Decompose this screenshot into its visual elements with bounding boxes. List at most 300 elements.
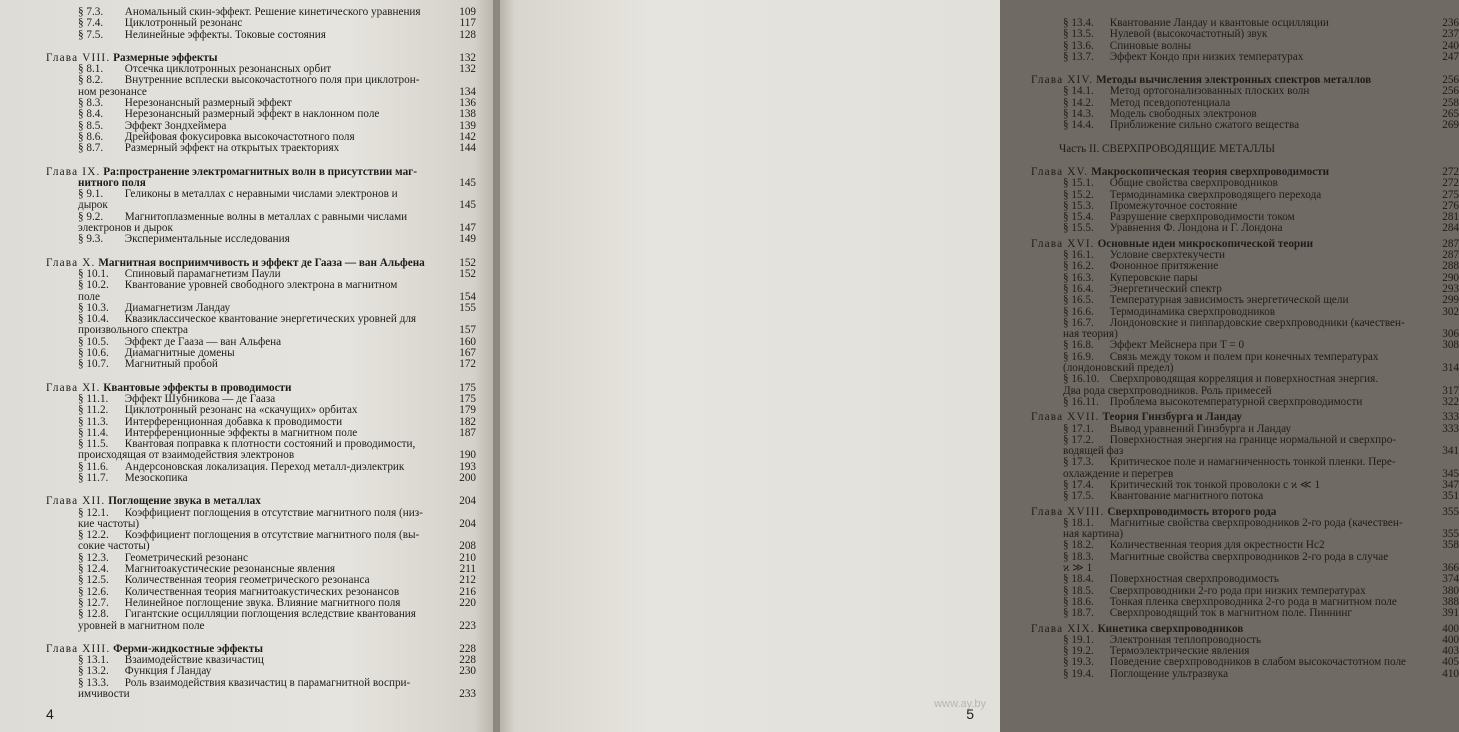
page-ref: 211	[459, 563, 476, 576]
entry-title: Поверхностная сверхпроводимость	[1109, 573, 1280, 586]
entry-title: Промежуточное состояние	[1109, 199, 1238, 212]
entry-title: Вывод уравнений Гинзбурга и Ландау	[1109, 422, 1292, 435]
page-ref: 233	[459, 688, 476, 701]
left-page	[0, 0, 494, 732]
chapter-label: Глава XIX.	[1031, 622, 1095, 635]
toc-entry	[1031, 491, 1459, 502]
page-ref: 240	[1442, 39, 1459, 52]
section-number: § 11.4.	[78, 426, 109, 439]
page-ref: 138	[459, 108, 476, 121]
page-ref: 220	[459, 596, 476, 609]
section-number: § 12.2.	[78, 529, 109, 542]
page-ref: 172	[459, 358, 476, 371]
chapter-title: Сверхпроводимость второго рода	[1107, 505, 1277, 518]
toc-entry	[1031, 190, 1459, 201]
entry-title: Температурная зависимость энергетической щели	[1109, 294, 1349, 307]
chapter-title: Магнитная восприимчивость и эффект де Гааза — ван Альфена	[98, 256, 425, 269]
entry-title: ная картина)	[1063, 528, 1124, 541]
chapter-label: Глава XV.	[1031, 165, 1089, 178]
page-ref: 179	[459, 404, 476, 417]
chapter-label: Глава XIV.	[1031, 74, 1094, 87]
page-ref: 403	[1442, 645, 1459, 658]
entry-title: Магнитный пробой	[124, 358, 218, 371]
page-ref: 230	[459, 665, 476, 678]
page-ref: 147	[459, 222, 476, 235]
entry-title: Количественная теория магнитоакустических резонансов	[124, 585, 400, 598]
page-ref: 284	[1442, 222, 1459, 235]
entry-title: Магнитоакустические резонансные явления	[124, 563, 336, 576]
entry-title: ная теория)	[1063, 328, 1118, 341]
toc-entry	[46, 462, 476, 473]
entry-title: Эффект Шубникова — де Гааза	[124, 392, 276, 405]
toc-entry	[1031, 223, 1459, 234]
chapter-label: Глава XVI.	[1031, 237, 1095, 250]
page-ref: 333	[1442, 411, 1459, 424]
entry-title: Геометрический резонанс	[124, 551, 249, 564]
section-number: § 19.4.	[1063, 667, 1094, 680]
section-number: § 12.7.	[78, 596, 109, 609]
section-number: § 9.3.	[78, 233, 104, 246]
entry-title: Интерференционные эффекты в магнитном поле	[124, 426, 358, 439]
entry-title: ϰ ≫ 1	[1063, 562, 1093, 575]
entry-title: Спиновый парамагнетизм Паули	[124, 267, 281, 280]
page-ref: 333	[1442, 422, 1459, 435]
section-number: § 18.7.	[1063, 607, 1094, 620]
section-number: § 12.1.	[78, 506, 109, 519]
toc-entry	[46, 337, 476, 348]
section-number: § 18.2.	[1063, 539, 1094, 552]
section-number: § 16.9.	[1063, 350, 1094, 363]
entry-title: Количественная теория для окрестности Hc2	[1109, 539, 1325, 552]
entry-title: Циклотронный резонанс	[124, 17, 243, 30]
toc-entry	[46, 109, 476, 120]
page-ref: 281	[1442, 211, 1459, 224]
section-number: § 13.2.	[78, 665, 109, 678]
toc-entry	[1031, 29, 1459, 40]
section-number: § 17.3.	[1063, 456, 1094, 469]
section-number: § 18.4.	[1063, 573, 1094, 586]
section-number: § 12.5.	[78, 574, 109, 587]
section-number: § 13.1.	[78, 654, 109, 667]
toc-entry	[1031, 250, 1459, 261]
entry-title: Фононное притяжение	[1109, 260, 1219, 273]
section-number: § 16.10.	[1063, 373, 1100, 386]
part-heading	[1031, 144, 1459, 155]
section-number: § 10.4.	[78, 313, 109, 326]
entry-title: Лондоновские и пиппардовские сверхпроводники (качествен-	[1109, 316, 1405, 329]
entry-title: Размерный эффект на открытых траекториях	[124, 142, 340, 155]
page-ref: 139	[459, 119, 476, 132]
entry-title: Термоэлектрические явления	[1109, 645, 1250, 658]
section-number: § 12.3.	[78, 551, 109, 564]
section-number: § 13.5.	[1063, 28, 1094, 41]
section-number: § 14.4.	[1063, 119, 1094, 132]
entry-title: Квантование Ландау и квантовые осцилляции	[1109, 17, 1329, 29]
section-number: § 10.7.	[78, 358, 109, 371]
page-ref: 302	[1442, 305, 1459, 318]
section-number: § 14.1.	[1063, 85, 1094, 98]
entry-title: Эффект Зондхеймера	[124, 119, 227, 132]
page-ref: 341	[1442, 445, 1459, 458]
section-number: § 19.1.	[1063, 633, 1094, 646]
toc-entry	[1031, 657, 1459, 668]
page-ref: 308	[1442, 339, 1459, 352]
page-ref: 145	[459, 176, 476, 189]
page-ref: 210	[459, 551, 476, 564]
toc-entry	[46, 473, 476, 484]
entry-title: Нулевой (высокочастотный) звук	[1109, 28, 1268, 41]
entry-title: Модель свободных электронов	[1109, 108, 1257, 121]
page-ref: 136	[459, 97, 476, 110]
page-ref: 306	[1442, 328, 1459, 341]
page-ref: 380	[1442, 584, 1459, 597]
chapter-label: Глава XIII.	[46, 642, 111, 655]
section-number: § 17.4.	[1063, 478, 1094, 491]
section-number: § 15.1.	[1063, 177, 1094, 190]
section-number: § 13.4.	[1063, 17, 1094, 29]
page-ref: 109	[459, 6, 476, 18]
chapter-label: Глава X.	[46, 256, 96, 269]
entry-title: Андерсоновская локализация. Переход металл-диэлектрик	[124, 460, 405, 473]
part-title: Часть II. СВЕРХПРОВОДЯЩИЕ МЕТАЛЛЫ	[1059, 142, 1275, 155]
page-ref: 237	[1442, 28, 1459, 41]
page-number-left: 4	[46, 706, 54, 722]
page-ref: 167	[459, 347, 476, 360]
entry-title: электронов и дырок	[78, 222, 173, 235]
entry-title: Интерференционная добавка к проводимости	[124, 415, 343, 428]
page-ref: 351	[1442, 490, 1459, 503]
entry-title: Гигантские осцилляции поглощения вследствие квантования	[124, 608, 416, 621]
entry-title: Поведение сверхпроводников в слабом высокочастотном поле	[1109, 656, 1407, 669]
page-ref: 288	[1442, 260, 1459, 273]
entry-title: нитного поля	[78, 176, 146, 189]
entry-title: Магнитные свойства сверхпроводников 2-го рода (качествен-	[1109, 516, 1403, 529]
entry-title: Нерезонансный размерный эффект	[124, 97, 292, 110]
entry-title: Эффект де Гааза — ван Альфена	[124, 335, 282, 348]
entry-title: Два рода сверхпроводников. Роль примесей	[1063, 384, 1272, 397]
section-number: § 11.6.	[78, 460, 109, 473]
section-number: § 8.5.	[78, 119, 104, 132]
page-ref: 144	[459, 142, 476, 155]
entry-title: Критическое поле и намагниченность тонкой пленки. Пере-	[1109, 456, 1396, 469]
entry-title: Критический ток тонкой проволоки с ϰ ≪ 1	[1109, 478, 1321, 491]
page-ref: 154	[459, 290, 476, 303]
entry-title: Спиновые волны	[1109, 39, 1192, 52]
right-page	[500, 0, 1459, 732]
entry-title: Роль взаимодействия квазичастиц в парамагнитной воспри-	[124, 676, 411, 689]
page-ref: 200	[459, 471, 476, 484]
section-number: § 8.1.	[78, 63, 104, 76]
toc-left	[46, 7, 476, 700]
page-ref: 275	[1442, 188, 1459, 201]
section-number: § 18.6.	[1063, 595, 1094, 608]
page-ref: 317	[1442, 384, 1459, 397]
chapter-title: Ра:пространение электромагнитных волн в присутствии маг-	[103, 165, 417, 178]
entry-title: Общие свойства сверхпроводников	[1109, 177, 1278, 190]
toc-entry	[1031, 397, 1459, 408]
entry-title: Диамагнитные домены	[124, 347, 235, 360]
entry-title: кие частоты)	[78, 517, 140, 530]
page-ref: 208	[459, 540, 476, 553]
section-number: § 16.11.	[1063, 395, 1099, 408]
section-number: § 10.6.	[78, 347, 109, 360]
entry-title: Термодинамика сверхпроводящего перехода	[1109, 188, 1322, 201]
toc-entry	[1031, 273, 1459, 284]
page-ref: 204	[459, 517, 476, 530]
page-ref: 236	[1442, 17, 1459, 29]
section-number: § 11.2.	[78, 404, 109, 417]
page-ref: 347	[1442, 478, 1459, 491]
section-number: § 10.5.	[78, 335, 109, 348]
section-number: § 17.2.	[1063, 433, 1094, 446]
page-ref: 276	[1442, 199, 1459, 212]
entry-title: Коэффициент поглощения в отсутствие магнитного поля (вы-	[124, 529, 420, 542]
watermark: www.ay.by	[934, 698, 986, 710]
chapter-title: Поглощение звука в металлах	[108, 495, 261, 508]
entry-title: Аномальный скин-эффект. Решение кинетического уравнения	[124, 6, 421, 18]
page-ref: 258	[1442, 96, 1459, 109]
chapter-title: Методы вычисления электронных спектров металлов	[1096, 74, 1372, 87]
entry-title: ном резонансе	[78, 85, 147, 98]
entry-title: Нелинейные эффекты. Токовые состояния	[124, 28, 326, 41]
entry-title: Приближение сильно сжатого вещества	[1109, 119, 1300, 132]
toc-entry	[46, 655, 476, 666]
entry-title: Квантование магнитного потока	[1109, 490, 1264, 503]
entry-title: Взаимодействие квазичастиц	[124, 654, 264, 667]
toc-entry	[1031, 261, 1459, 272]
chapter-title: Размерные эффекты	[113, 51, 218, 64]
entry-title: Дрейфовая фокусировка высокочастотного поля	[124, 130, 355, 143]
section-number: § 17.5.	[1063, 490, 1094, 503]
page-ref: 142	[459, 130, 476, 143]
toc-entry	[46, 7, 476, 18]
page-ref: 134	[459, 85, 476, 98]
page-ref: 149	[459, 233, 476, 246]
entry-title: сокие частоты)	[78, 540, 150, 553]
page-ref: 299	[1442, 294, 1459, 307]
page-ref: 247	[1442, 50, 1459, 63]
page-ref: 293	[1442, 282, 1459, 295]
entry-continuation	[1031, 329, 1459, 340]
entry-title: Разрушение сверхпроводимости током	[1109, 211, 1295, 224]
chapter-title: Теория Гинзбурга и Ландау	[1102, 411, 1243, 424]
section-number: § 16.5.	[1063, 294, 1094, 307]
section-number: § 19.3.	[1063, 656, 1094, 669]
entry-title: охлаждение и перегрев	[1063, 467, 1174, 480]
chapter-title: Ферми-жидкостные эффекты	[113, 642, 263, 655]
entry-title: Функция f Ландау	[124, 665, 212, 678]
page-ref: 366	[1442, 562, 1459, 575]
toc-entry	[46, 189, 476, 200]
section-number: § 16.2.	[1063, 260, 1094, 273]
page-ref: 228	[459, 654, 476, 667]
entry-title: Термодинамика сверхпроводников	[1109, 305, 1276, 318]
section-number: § 11.5.	[78, 438, 109, 451]
entry-title: Диамагнетизм Ландау	[124, 301, 231, 314]
section-number: § 15.3.	[1063, 199, 1094, 212]
entry-title: Магнитоплазменные волны в металлах с равными числами	[124, 210, 408, 223]
entry-title: Сверхпроводящая корреляция и поверхностная энергия.	[1109, 373, 1379, 386]
entry-continuation	[46, 541, 476, 552]
section-number: § 10.3.	[78, 301, 109, 314]
page-ref: 410	[1442, 667, 1459, 680]
section-number: § 7.3.	[78, 6, 104, 18]
page-ref: 405	[1442, 656, 1459, 669]
section-number: § 13.3.	[78, 676, 109, 689]
section-number: § 18.1.	[1063, 516, 1094, 529]
section-number: § 9.2.	[78, 210, 104, 223]
section-number: § 16.7.	[1063, 316, 1094, 329]
entry-title: Нелинейное поглощение звука. Влияние магнитного поля	[124, 596, 401, 609]
page-ref: 175	[459, 392, 476, 405]
page-ref: 355	[1442, 528, 1459, 541]
entry-title: Проблема высокотемпературной сверхпроводимости	[1109, 395, 1363, 408]
chapter-title: Квантовые эффекты в проводимости	[103, 381, 292, 394]
entry-title: Энергетический спектр	[1109, 282, 1222, 295]
chapter-label: Глава VIII.	[46, 51, 111, 64]
page-ref: 223	[459, 619, 476, 632]
section-number: § 12.4.	[78, 563, 109, 576]
page-ref: 345	[1442, 467, 1459, 480]
toc-entry	[46, 359, 476, 370]
section-number: § 16.3.	[1063, 271, 1094, 284]
section-number: § 16.8.	[1063, 339, 1094, 352]
page-ref: 216	[459, 585, 476, 598]
section-number: § 8.6.	[78, 130, 104, 143]
page-ref: 152	[459, 256, 476, 269]
entry-title: происходящая от взаимодействия электронов	[78, 449, 295, 462]
chapter-title: Кинетика сверхпроводников	[1097, 622, 1244, 635]
entry-title: Экспериментальные исследования	[124, 233, 290, 246]
page-ref: 400	[1442, 622, 1459, 635]
page-ref: 204	[459, 495, 476, 508]
entry-title: Квантовая поправка к плотности состояний и проводимости,	[124, 438, 416, 451]
page-ref: 256	[1442, 74, 1459, 87]
entry-title: Условие сверхтекучести	[1109, 249, 1226, 262]
page-ref: 182	[459, 415, 476, 428]
toc-entry	[1031, 86, 1459, 97]
page-ref: 374	[1442, 573, 1459, 586]
section-number: § 17.1.	[1063, 422, 1094, 435]
entry-title: Квазиклассическое квантование энергетических уровней для	[124, 313, 417, 326]
entry-title: Метод псевдопотенциала	[1109, 96, 1231, 109]
section-number: § 8.7.	[78, 142, 104, 155]
section-number: § 11.3.	[78, 415, 109, 428]
section-number: § 11.7.	[78, 471, 109, 484]
page-ref: 187	[459, 426, 476, 439]
section-number: § 12.8.	[78, 608, 109, 621]
section-number: § 10.1.	[78, 267, 109, 280]
page-ref: 322	[1442, 395, 1459, 408]
page-ref: 256	[1442, 85, 1459, 98]
toc-entry	[1031, 669, 1459, 680]
entry-title: Геликоны в металлах с неравными числами электронов и	[124, 188, 398, 201]
page-ref: 272	[1442, 165, 1459, 178]
page-ref: 190	[459, 449, 476, 462]
section-number: § 14.2.	[1063, 96, 1094, 109]
entry-title: Отсечка циклотронных резонансных орбит	[124, 63, 332, 76]
page-ref: 193	[459, 460, 476, 473]
section-number: § 8.3.	[78, 97, 104, 110]
toc-entry	[46, 30, 476, 41]
section-number: § 16.6.	[1063, 305, 1094, 318]
entry-title: Эффект Мейснера при T = 0	[1109, 339, 1245, 352]
page-ref: 269	[1442, 119, 1459, 132]
toc-entry	[46, 280, 476, 291]
toc-entry	[1031, 552, 1459, 563]
toc-entry	[46, 234, 476, 245]
toc-entry	[1031, 52, 1459, 63]
entry-title: Метод ортогонализованных плоских волн	[1109, 85, 1310, 98]
section-number: § 9.1.	[78, 188, 104, 201]
page-ref: 388	[1442, 595, 1459, 608]
page-ref: 145	[459, 199, 476, 212]
page-ref: 265	[1442, 108, 1459, 121]
section-number: § 8.2.	[78, 74, 104, 87]
entry-title: водящей фаз	[1063, 445, 1124, 458]
entry-title: Мезоскопика	[124, 471, 188, 484]
entry-title: дырок	[78, 199, 108, 212]
chapter-title: Макроскопическая теория сверхпроводимости	[1091, 165, 1330, 178]
page-ref: 132	[459, 51, 476, 64]
entry-title: (лондоновский предел)	[1063, 362, 1174, 375]
section-number: § 13.6.	[1063, 39, 1094, 52]
entry-title: уровней в магнитном поле	[78, 619, 205, 632]
section-number: § 15.5.	[1063, 222, 1094, 235]
entry-title: Куперовские пары	[1109, 271, 1198, 284]
entry-title: Циклотронный резонанс на «скачущих» орбитах	[124, 404, 358, 417]
entry-title: Нерезонансный размерный эффект в наклонном поле	[124, 108, 380, 121]
chapter-heading	[1031, 239, 1459, 250]
chapter-label: Глава XVII.	[1031, 411, 1100, 424]
entry-title: Сверхпроводящий ток в магнитном поле. Пиннинг	[1109, 607, 1352, 620]
chapter-label: Глава XI.	[46, 381, 101, 394]
section-number: § 15.2.	[1063, 188, 1094, 201]
entry-title: поле	[78, 290, 100, 303]
entry-continuation	[46, 292, 476, 303]
page-ref: 287	[1442, 237, 1459, 250]
page-ref: 314	[1442, 362, 1459, 375]
section-number: § 18.5.	[1063, 584, 1094, 597]
section-number: § 8.4.	[78, 108, 104, 121]
page-ref: 160	[459, 335, 476, 348]
entry-title: произвольного спектра	[78, 324, 188, 337]
entry-title: Поглощение ультразвука	[1109, 667, 1229, 680]
section-number: § 10.2.	[78, 279, 109, 292]
page-ref: 212	[459, 574, 476, 587]
section-number: § 7.4.	[78, 17, 104, 30]
entry-title: Коэффициент поглощения в отсутствие магнитного поля (низ-	[124, 506, 423, 519]
page-ref: 175	[459, 381, 476, 394]
page-ref: 358	[1442, 539, 1459, 552]
entry-title: Магнитные свойства сверхпроводников 2-го рода в случае	[1109, 550, 1389, 563]
page-ref: 391	[1442, 607, 1459, 620]
entry-title: Количественная теория геометрического резонанса	[124, 574, 370, 587]
entry-title: Тонкая пленка сверхпроводника 2-го рода в магнитном поле	[1109, 595, 1397, 608]
entry-continuation	[46, 621, 476, 632]
toc-entry	[46, 143, 476, 154]
toc-entry	[46, 348, 476, 359]
entry-title: Квантование уровней свободного электрона в магнитном	[124, 279, 398, 292]
toc-entry	[1031, 120, 1459, 131]
chapter-title: Основные идеи микроскопической теории	[1097, 237, 1314, 250]
section-number: § 19.2.	[1063, 645, 1094, 658]
toc-right	[1031, 18, 1459, 680]
entry-title: Связь между током и полем при конечных температурах	[1109, 350, 1379, 363]
section-number: § 14.3.	[1063, 108, 1094, 121]
chapter-label: Глава XVIII.	[1031, 505, 1105, 518]
section-number: § 15.4.	[1063, 211, 1094, 224]
